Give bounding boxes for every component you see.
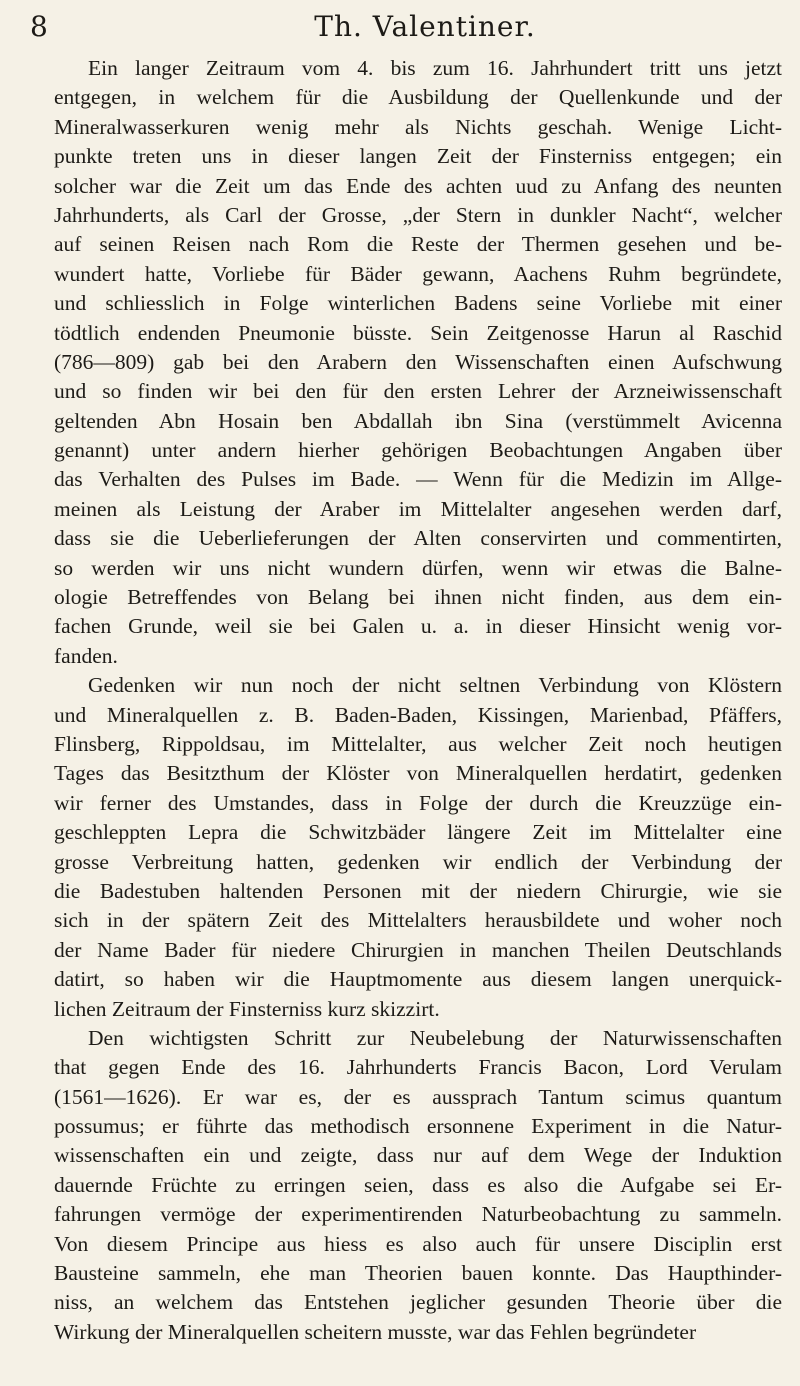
paragraph — [54, 1024, 782, 1347]
text-line: Mineralwasserkuren wenig mehr als Nichts geschah. Wenige Licht- — [54, 114, 782, 139]
text-line: entgegen, in welchem für die Ausbildung der Quellenkunde und der — [54, 85, 782, 110]
text-line: geschleppten Lepra die Schwitzbäder längere Zeit im Mittelalter eine — [54, 820, 782, 845]
text-line: sich in der spätern Zeit des Mittelalters herausbildete und woher noch — [54, 908, 782, 933]
text-line: fahrungen vermöge der experimentirenden Naturbeobachtung zu sammeln. — [54, 1202, 782, 1227]
running-head: Th. Valentiner. — [314, 10, 536, 43]
text-line: genannt) unter andern hierher gehörigen Beobachtungen Angaben über — [54, 438, 782, 463]
paragraph — [54, 54, 782, 671]
text-line: und so finden wir bei den für den ersten Lehrer der Arzneiwissenschaft — [54, 379, 782, 404]
text-line: niss, an welchem das Entstehen jeglicher gesunden Theorie über die — [54, 1290, 782, 1315]
text-line: fachen Grunde, weil sie bei Galen u. a. in dieser Hinsicht wenig vor- — [54, 614, 782, 639]
text-line: Jahrhunderts, als Carl der Grosse, „der Stern in dunkler Nacht“, welcher — [54, 202, 782, 227]
text-line: fanden. — [54, 643, 118, 668]
text-line: wissenschaften ein und zeigte, dass nur auf dem Wege der Induktion — [54, 1143, 782, 1168]
text-line: das Verhalten des Pulses im Bade. — Wenn für die Medizin im Allge- — [54, 467, 782, 492]
text-line: der Name Bader für niedere Chirurgien in manchen Theilen Deutschlands — [54, 937, 782, 962]
text-line: wundert hatte, Vorliebe für Bäder gewann, Aachens Ruhm begründete, — [54, 261, 782, 286]
text-line: ologie Betreffendes von Belang bei ihnen nicht finden, aus dem ein- — [54, 585, 782, 610]
page-header — [30, 10, 750, 50]
text-line: und Mineralquellen z. B. Baden-Baden, Kissingen, Marienbad, Pfäffers, — [54, 702, 782, 727]
text-line: die Badestuben haltenden Personen mit der niedern Chirurgie, wie sie — [54, 878, 782, 903]
text-line: und schliesslich in Folge winterlichen Badens seine Vorliebe mit einer — [54, 291, 782, 316]
text-line: solcher war die Zeit um das Ende des achten uud zu Anfang des neunten — [54, 173, 782, 198]
text-line: Tages das Besitzthum der Klöster von Mineralquellen herdatirt, gedenken — [54, 761, 782, 786]
text-line: tödtlich endenden Pneumonie büsste. Sein Zeitgenosse Harun al Raschid — [54, 320, 782, 345]
text-line: possumus; er führte das methodisch ersonnene Experiment in die Natur- — [54, 1114, 782, 1139]
text-line: dauernde Früchte zu erringen seien, dass es also die Aufgabe sei Er- — [54, 1172, 782, 1197]
text-line: (1561—1626). Er war es, der es aussprach Tantum scimus quantum — [54, 1084, 782, 1109]
text-line: Gedenken wir nun noch der nicht seltnen Verbindung von Klöstern — [88, 673, 782, 698]
text-line: Ein langer Zeitraum vom 4. bis zum 16. Jahrhundert tritt uns jetzt — [88, 56, 782, 80]
text-line: geltenden Abn Hosain ben Abdallah ibn Sina (verstümmelt Avicenna — [54, 408, 782, 433]
text-line: grosse Verbreitung hatten, gedenken wir endlich der Verbindung der — [54, 849, 782, 874]
text-line: Bausteine sammeln, ehe man Theorien bauen konnte. Das Haupthinder- — [54, 1261, 782, 1286]
text-line: (786—809) gab bei den Arabern den Wissenschaften einen Aufschwung — [54, 349, 782, 374]
text-line: Wirkung der Mineralquellen scheitern musste, war das Fehlen begründeter — [54, 1319, 697, 1344]
body-text — [54, 54, 782, 1347]
paragraph — [54, 671, 782, 1024]
text-line: that gegen Ende des 16. Jahrhunderts Francis Bacon, Lord Verulam — [54, 1055, 782, 1080]
text-line: dass sie die Ueberlieferungen der Alten conservirten und commentirten, — [54, 526, 782, 551]
text-line: so werden wir uns nicht wundern dürfen, wenn wir etwas die Balne- — [54, 555, 782, 580]
text-line: lichen Zeitraum der Finsterniss kurz skizzirt. — [54, 996, 440, 1021]
text-line: auf seinen Reisen nach Rom die Reste der Thermen gesehen und be- — [54, 232, 782, 257]
text-line: punkte treten uns in dieser langen Zeit der Finsterniss entgegen; ein — [54, 144, 782, 169]
text-line: Von diesem Principe aus hiess es also auch für unsere Disciplin erst — [54, 1231, 782, 1256]
text-line: wir ferner des Umstandes, dass in Folge der durch die Kreuzzüge ein- — [54, 790, 782, 815]
text-line: Flinsberg, Rippoldsau, im Mittelalter, aus welcher Zeit noch heutigen — [54, 731, 782, 756]
text-line: meinen als Leistung der Araber im Mittelalter angesehen werden darf, — [54, 496, 782, 521]
page-number: 8 — [30, 10, 48, 43]
text-line: datirt, so haben wir die Hauptmomente aus diesem langen unerquick- — [54, 967, 782, 992]
text-line: Den wichtigsten Schritt zur Neubelebung der Naturwissenschaften — [88, 1025, 782, 1050]
